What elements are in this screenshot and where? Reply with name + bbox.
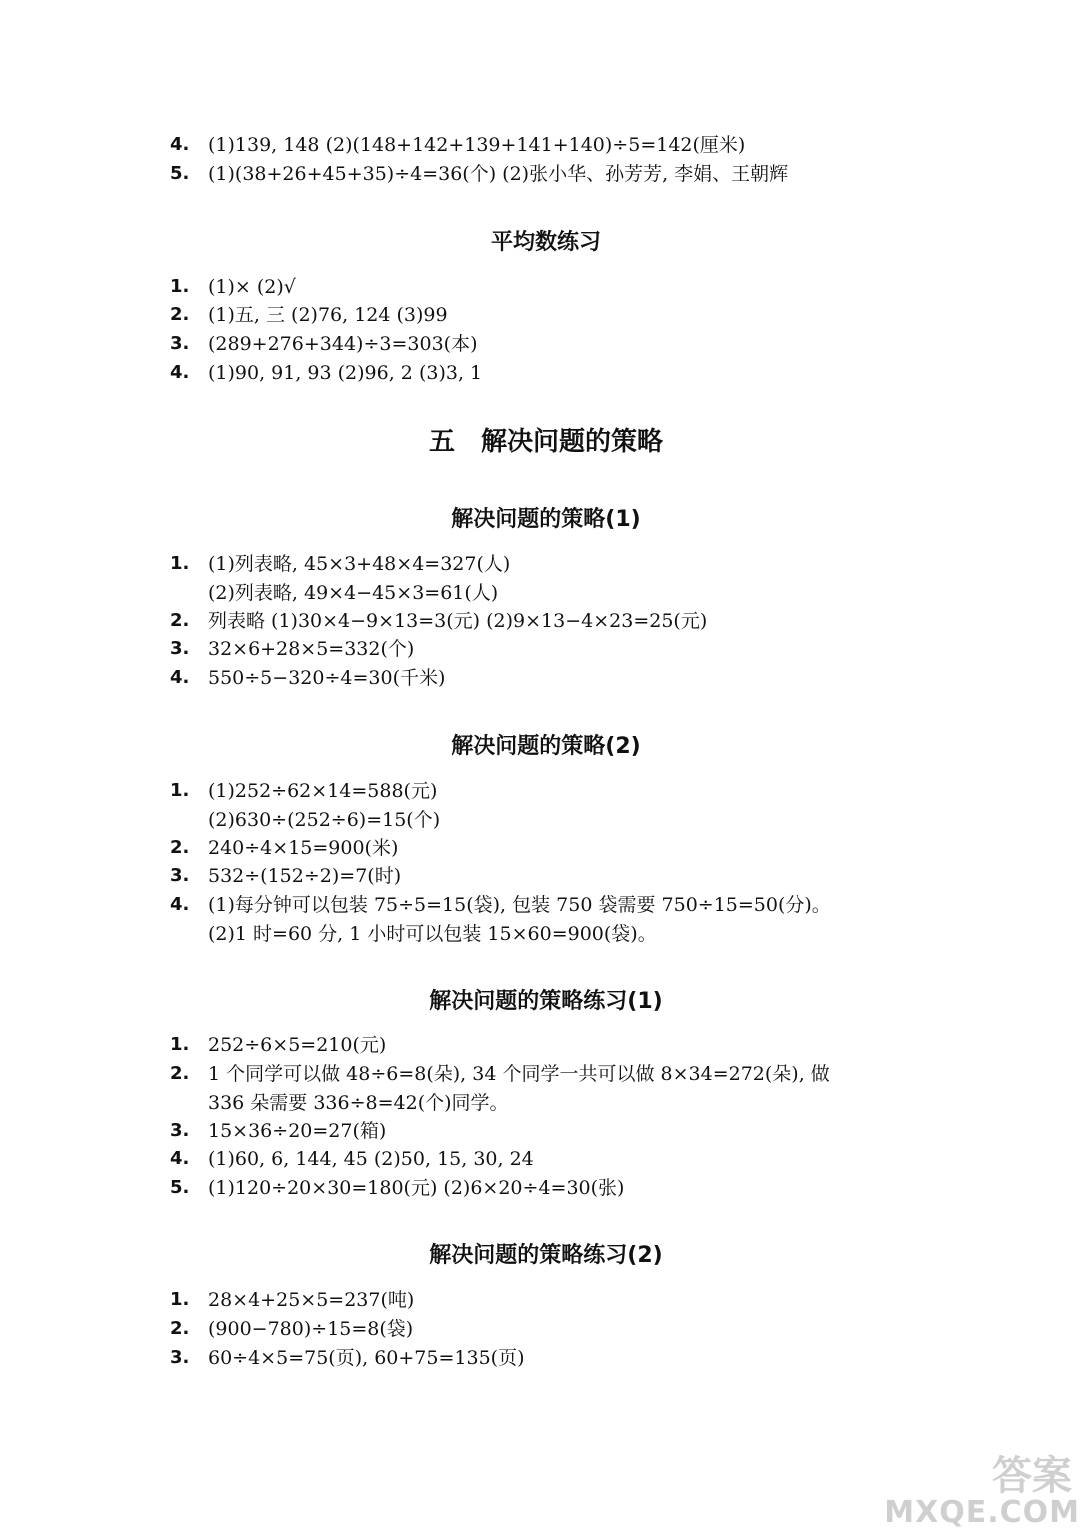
watermark-top-text: 答案 [992,1453,1072,1499]
list-item [170,1060,950,1117]
item-text: (1)五, 三 (2)76, 124 (3)99 [208,304,448,326]
item-text: (1)139, 148 (2)(148+142+139+141+140)÷5=142(厘米) [208,134,746,156]
item-text-line2: (2)列表略, 49×4−45×3=61(人) [208,581,499,604]
item-number: 4. [170,894,190,915]
watermark-logo [884,1444,1080,1530]
item-text-line2: 336 朵需要 336÷8=42(个)同学。 [208,1091,509,1114]
item-number: 2. [170,837,190,858]
section-heading-strategy-2: 解决问题的策略(2) [451,734,641,759]
item-text: (1)90, 91, 93 (2)96, 2 (3)3, 1 [208,362,483,384]
item-number: 2. [170,610,190,631]
watermark-bottom-text: MXQE.COM [884,1495,1080,1530]
section-heading-practice-2: 解决问题的策略练习(2) [429,1243,663,1268]
item-text: (1)列表略, 45×3+48×4=327(人) [208,553,511,575]
list-item [170,607,950,636]
item-text: 15×36÷20=27(箱) [208,1120,387,1142]
item-number: 2. [170,1318,190,1339]
item-text: 532÷(152÷2)=7(时) [208,865,402,887]
item-number: 2. [170,304,190,325]
section-heading-average: 平均数练习 [490,230,601,255]
item-text-line2: (2)1 时=60 分, 1 小时可以包装 15×60=900(袋)。 [208,922,657,945]
item-text: 28×4+25×5=237(吨) [208,1289,415,1311]
item-number: 1. [170,553,190,574]
item-number: 1. [170,1289,190,1310]
item-text: (1)252÷62×14=588(元) [208,780,438,802]
list-item [170,359,950,388]
item-number: 5. [170,1177,190,1198]
list-item [170,862,950,891]
item-text: 1 个同学可以做 48÷6=8(朵), 34 个同学一共可以做 8×34=272(朵), 做 [208,1063,830,1085]
list-item [170,777,950,834]
list-item [170,1174,950,1203]
list-item [170,1117,950,1146]
item-text: 252÷6×5=210(元) [208,1034,387,1056]
section-heading-strategy-1: 解决问题的策略(1) [451,507,641,532]
item-number: 4. [170,1148,190,1169]
item-number: 4. [170,362,190,383]
item-text: 32×6+28×5=332(个) [208,638,415,660]
item-text-line2: (2)630÷(252÷6)=15(个) [208,808,441,831]
section-heading-practice-1: 解决问题的策略练习(1) [429,989,663,1014]
item-text: 550÷5−320÷4=30(千米) [208,667,446,689]
item-number: 1. [170,780,190,801]
item-number: 2. [170,1063,190,1084]
item-number: 3. [170,333,190,354]
item-text: (1)每分钟可以包装 75÷5=15(袋), 包装 750 袋需要 750÷15=50(分)。 [208,894,831,916]
item-number: 4. [170,667,190,688]
item-text: (1)× (2)√ [208,276,296,298]
list-item [170,834,950,863]
list-item [170,635,950,664]
chapter-title: 五 解决问题的策略 [428,427,663,457]
list-item [170,664,950,693]
item-number: 3. [170,1347,190,1368]
item-text: (1)120÷20×30=180(元) (2)6×20÷4=30(张) [208,1177,625,1199]
item-number: 3. [170,1120,190,1141]
item-number: 3. [170,638,190,659]
item-number: 5. [170,163,190,184]
item-number: 1. [170,1034,190,1055]
item-text: 240÷4×15=900(米) [208,837,399,859]
list-item [170,273,950,302]
list-item [170,1031,950,1060]
item-number: 4. [170,134,190,155]
item-text: (900−780)÷15=8(袋) [208,1318,414,1340]
item-number: 1. [170,276,190,297]
item-text: (1)(38+26+45+35)÷4=36(个) (2)张小华、孙芳芳, 李娟、王朝辉 [208,163,789,185]
item-text: 60÷4×5=75(页), 60+75=135(页) [208,1347,525,1369]
item-text: 列表略 (1)30×4−9×13=3(元) (2)9×13−4×23=25(元) [208,610,708,632]
list-item [170,1344,950,1373]
list-item [170,1145,950,1174]
list-item [170,330,950,359]
list-item [170,1315,950,1344]
list-item [170,160,950,189]
list-item [170,1286,950,1315]
list-item [170,301,950,330]
list-item [170,891,950,948]
item-number: 3. [170,865,190,886]
list-item [170,131,950,160]
item-text: (1)60, 6, 144, 45 (2)50, 15, 30, 24 [208,1148,534,1170]
list-item [170,550,950,607]
item-text: (289+276+344)÷3=303(本) [208,333,478,355]
